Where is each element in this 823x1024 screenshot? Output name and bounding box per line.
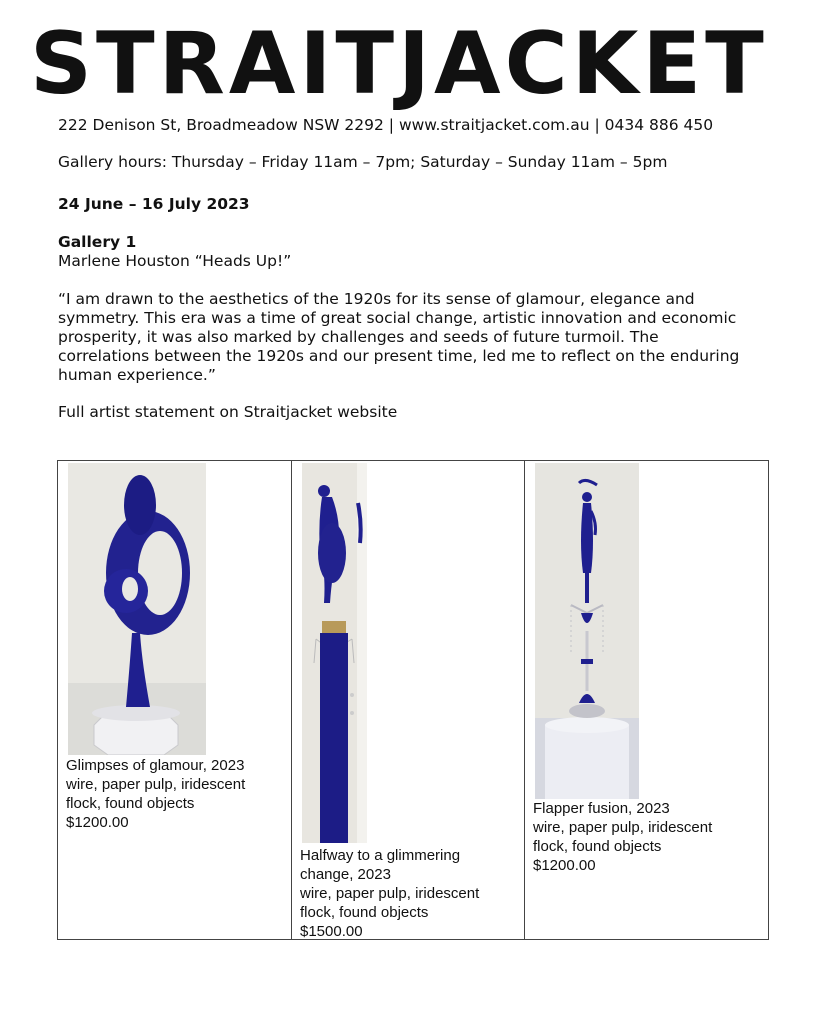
artwork-materials: wire, paper pulp, iridescent — [66, 776, 246, 793]
gallery-logo-title: STRAITJACKET — [30, 14, 768, 114]
quote-line: “I am drawn to the aesthetics of the 1920s for its sense of glamour, elegance and — [58, 290, 695, 308]
artwork-materials: flock, found objects — [300, 904, 429, 921]
artworks-table — [57, 460, 769, 940]
artwork-cell — [292, 461, 525, 940]
artwork-caption — [66, 756, 286, 832]
artwork-price: $1200.00 — [66, 814, 129, 831]
quote-line: prosperity, it was also marked by challenges and seeds of future turmoil. The — [58, 328, 659, 346]
quote-line: correlations between the 1920s and our present time, led me to reflect on the enduring — [58, 347, 740, 365]
gallery-label: Gallery 1 — [58, 233, 137, 251]
artist-statement-note: Full artist statement on Straitjacket website — [58, 403, 398, 421]
artwork-price: $1500.00 — [300, 923, 363, 940]
quote-line: human experience.” — [58, 366, 216, 384]
artwork-photo-halfway-to-a-glimmering-change — [302, 463, 367, 843]
artwork-caption — [533, 799, 753, 875]
quote-line: symmetry. This era was a time of great social change, artistic innovation and economic — [58, 309, 737, 327]
artwork-materials: wire, paper pulp, iridescent — [533, 819, 713, 836]
artwork-materials: flock, found objects — [533, 838, 662, 855]
artwork-title: change, 2023 — [300, 866, 391, 883]
artwork-title: Halfway to a glimmering — [300, 847, 461, 864]
artwork-title: Glimpses of glamour, 2023 — [66, 757, 245, 774]
gallery-hours: Gallery hours: Thursday – Friday 11am – 7pm; Saturday – Sunday 11am – 5pm — [58, 153, 668, 171]
artwork-materials: wire, paper pulp, iridescent — [300, 885, 480, 902]
artwork-cell — [525, 461, 769, 940]
artwork-price: $1200.00 — [533, 857, 596, 874]
exhibition-dates: 24 June – 16 July 2023 — [58, 195, 250, 213]
artwork-caption — [300, 846, 520, 941]
artwork-cell — [58, 461, 292, 940]
artwork-photo-glimpses-of-glamour — [68, 463, 206, 755]
artwork-title: Flapper fusion, 2023 — [533, 800, 670, 817]
artwork-materials: flock, found objects — [66, 795, 195, 812]
artwork-photo-flapper-fusion — [535, 463, 639, 799]
artist-quote — [58, 290, 758, 385]
artist-show-title: Marlene Houston “Heads Up!” — [58, 252, 292, 270]
contact-line: 222 Denison St, Broadmeadow NSW 2292 | www.straitjacket.com.au | 0434 886 450 — [58, 116, 714, 134]
